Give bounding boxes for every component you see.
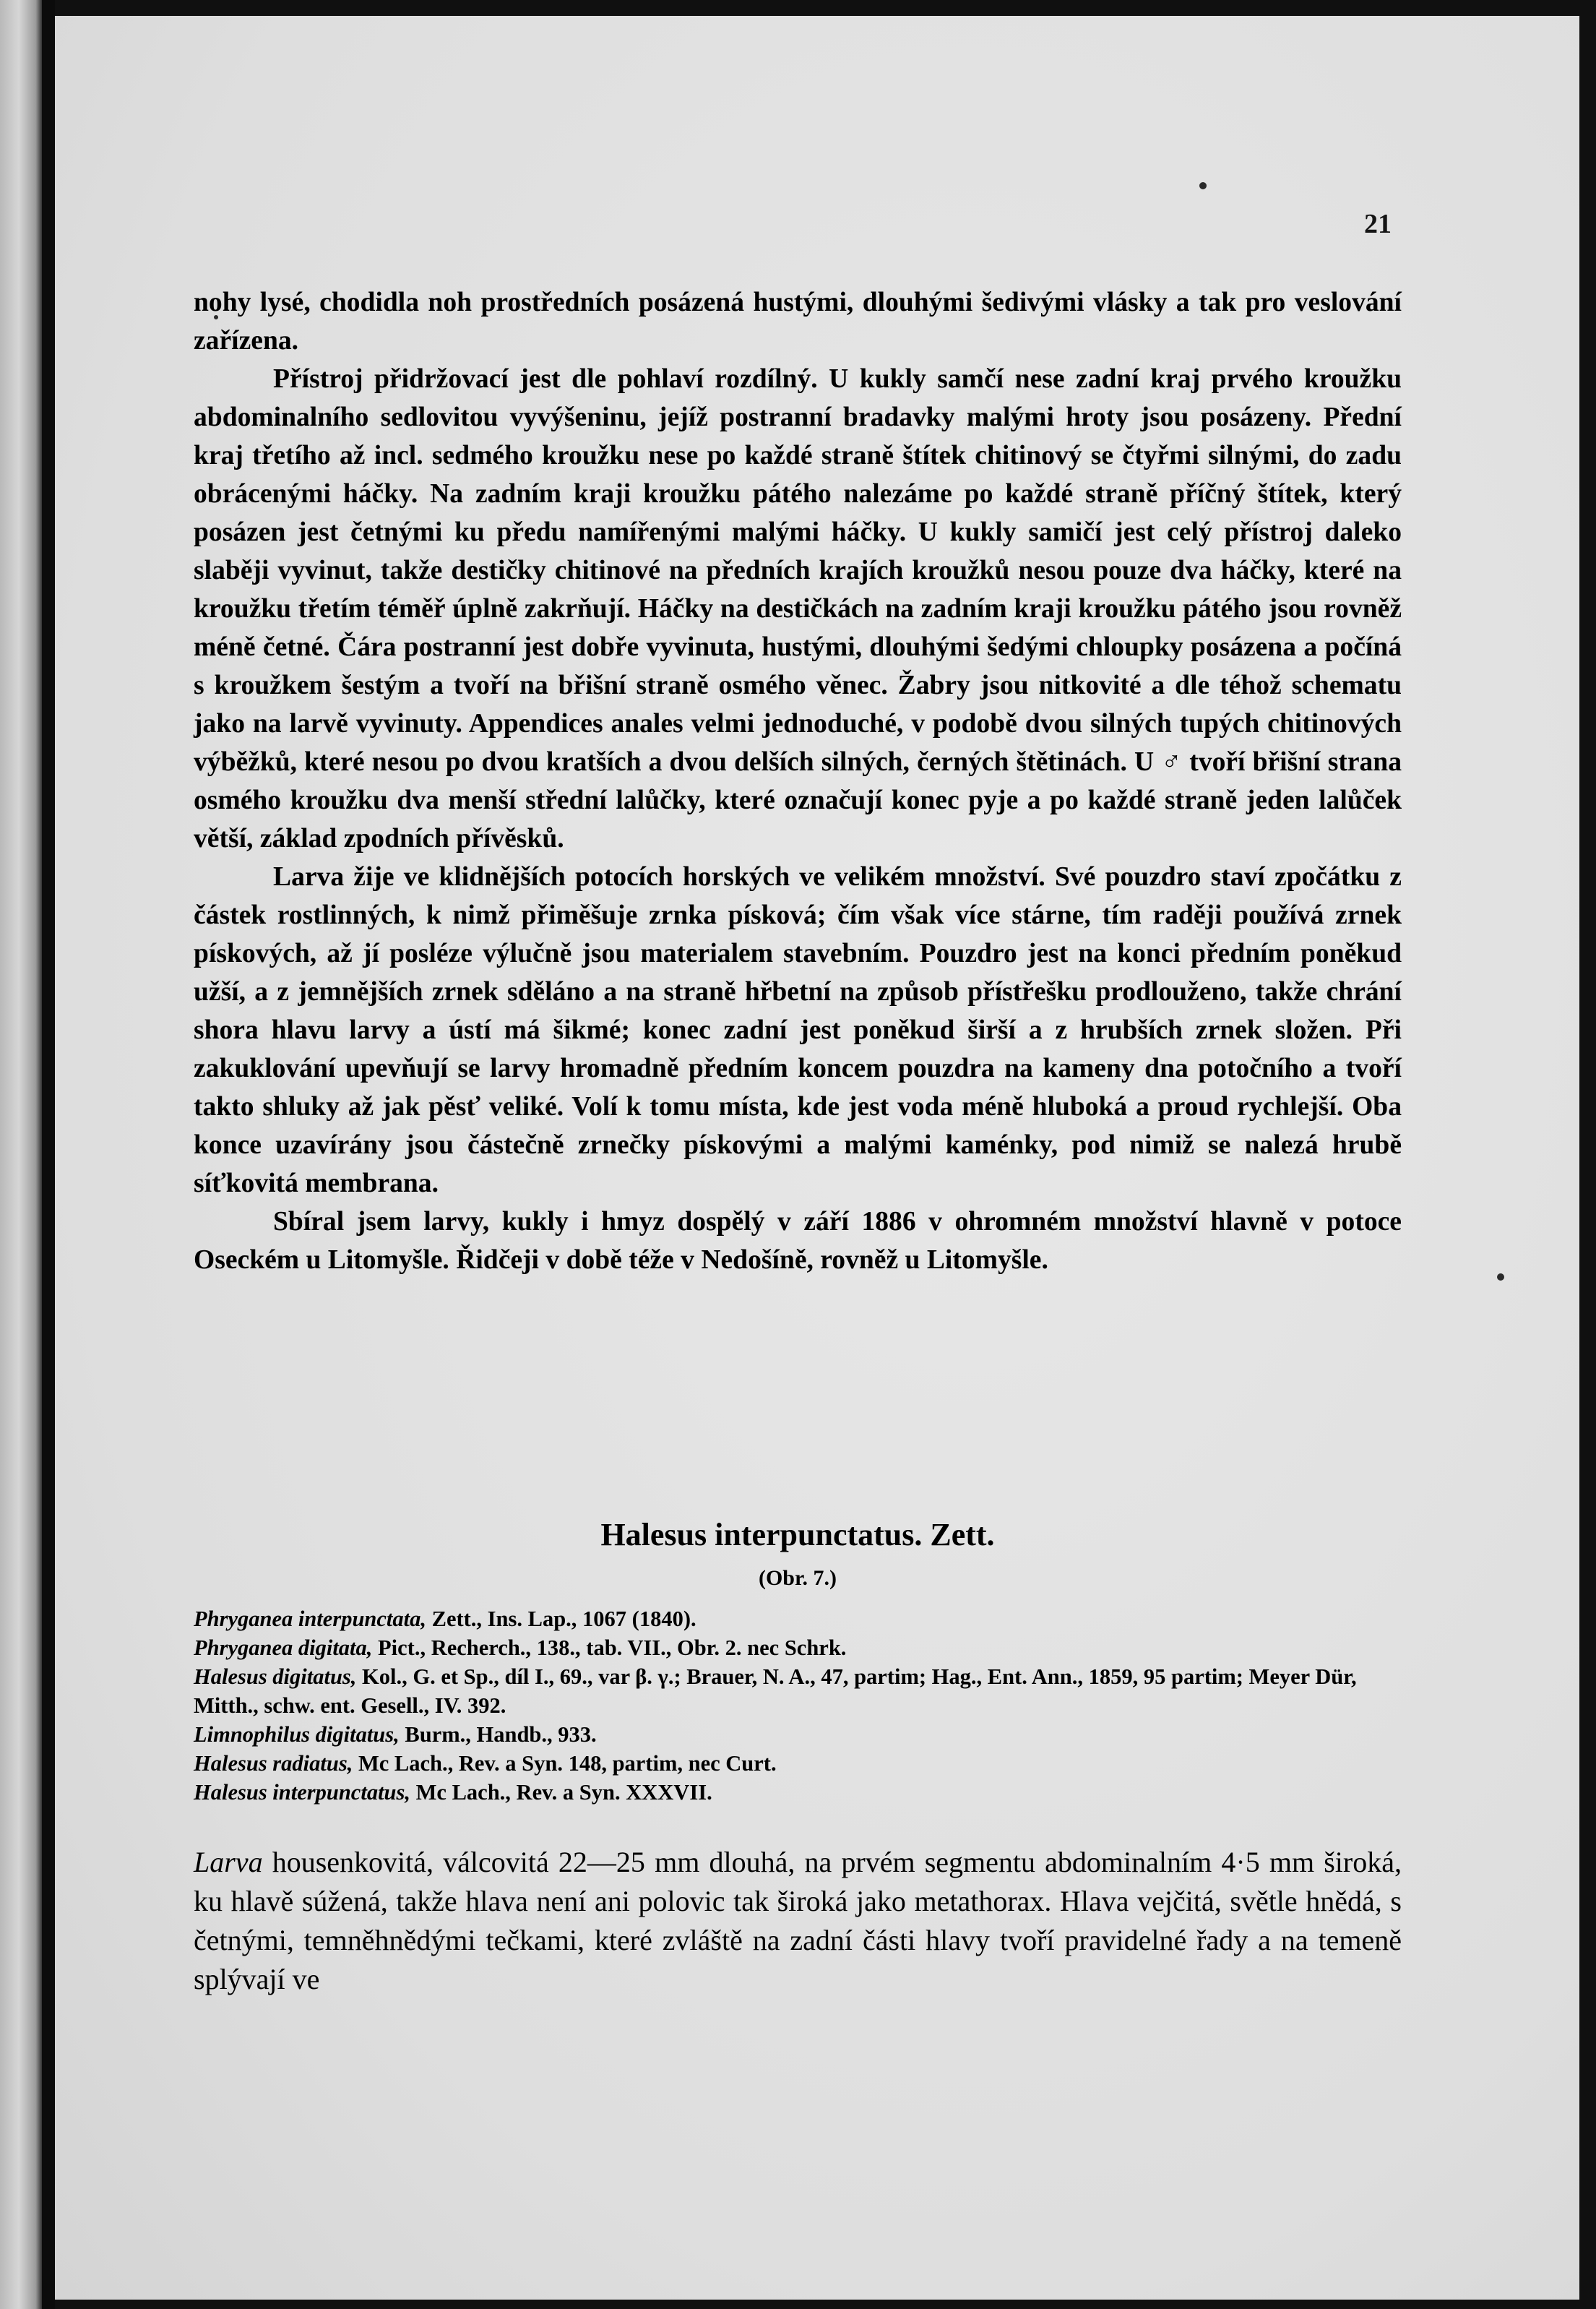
paragraph-text: housenkovitá, válcovitá 22—25 mm dlouhá, na prvém segmentu abdominalním 4·5 mm široká, ku hlavě súžená, takže hlava není ani polovic tak široká jako metathorax. Hlava vejčitá, světle hnědá, s četnými, temněhnědými tečkami, které zvláště na zadní části hlavy tvoří pravidelné řady a na temeně splývají ve [194,1846,1402,1995]
figure-reference: (Obr. 7.) [758,1566,837,1590]
synonym-name: Halesus radiatus, [194,1751,353,1776]
synonym-citation: Burm., Handb., 933. [399,1722,597,1747]
previous-page-edge [0,0,42,2309]
synonym-citation: Mc Lach., Rev. a Syn. 148, partim, nec Curt. [353,1751,777,1776]
paragraph: Larva žije ve klidnějších potocích horských ve velikém množství. Své pouzdro staví zpočátku z částek rostlinných, k nimž přiměšuje zrnka písková; čím však více stárne, tím raději používá zrnek pískových, až jí posléze výlučně jsou materialem stavebním. Pouzdro jest na konci předním poněkud užší, a z jemnějších zrnek sděláno a na straně hřbetní na způsob přístřešku prodlouženo, takže chrání shora hlavu larvy a ústí má šikmé; konec zadní jest poněkud širší a z hrubších zrnek složen. Při zakuklování upevňují se larvy hromadně předním koncem pouzdra na kameny dna potočního a tvoří takto shluky až jak pěsť veliké. Volí k tomu místa, kde jest voda méně hluboká a proud rychlejší. Oba konce uzavírány jsou částečně zrnečky pískovými a malými kaménky, pod nimiž se nalezá hrubě síťkovitá membrana. [194,862,1402,1198]
paragraph: Sbíral jsem larvy, kukly i hmyz dospělý v září 1886 v ohromném množství hlavně v potoce Oseckém u Litomyšle. Řidčeji v době téže v Nedošíně, rovněž u Litomyšle. [194,1207,1402,1275]
speck [1199,182,1207,189]
paragraph [194,1843,1402,1999]
paragraph-lead: Larva [194,1846,263,1878]
paragraph: nohy lysé, chodidla noh prostředních posázená hustými, dlouhými šedivými vlásky a tak pro veslování zařízena. [194,288,1402,356]
synonym-citation: Mc Lach., Rev. a Syn. XXXVII. [410,1780,712,1805]
synonym-entry [194,1604,1402,1633]
larva-description [194,1843,1402,1999]
synonym-name: Limnophilus digitatus, [194,1722,400,1747]
species-heading: Halesus interpunctatus. Zett. [600,1517,995,1552]
paragraph: Přístroj přidržovací jest dle pohlaví rozdílný. U kukly samčí nese zadní kraj prvého kroužku abdominalního sedlovitou vyvýšeninu, jejíž postranní bradavky malými hroty jsou posázeny. Přední kraj třetího až incl. sedmého kroužku nese po každé straně štítek chitinový se čtyřmi silnými, do zadu obrácenými háčky. Na zadním kraji kroužku pátého nalezáme po každé straně příčný štítek, který posázen jest četnými ku předu namířenými malými háčky. U kukly samičí jest celý přístroj daleko slaběji vyvinut, takže destičky chitinové na předních krajích kroužků nesou pouze dva háčky, které na kroužku třetím téměř úplně zakrňují. Háčky na destičkách na zadním kraji kroužku pátého jsou rovněž méně četné. Čára postranní jest dobře vyvinuta, hustými, dlouhými šedými chloupky posázena a počíná s kroužkem šestým a tvoří na břišní straně osmého věnec. Žabry jsou nitkovité a dle téhož schematu jako na larvě vyvinuty. Appendices anales velmi jednoduché, v podobě dvou silných tupých chitinových výběžků, které nesou po dvou kratších a dvou delších silných, černých štětinách. U ♂ tvoří břišní strana osmého kroužku dva menší střední lalůčky, které označují konec pyje a po každé straně jeden lalůček větší, základ zpodních přívěsků. [194,364,1402,853]
page-number: 21 [1364,209,1392,239]
synonym-entry [194,1633,1402,1662]
synonym-name: Halesus digitatus, [194,1664,357,1689]
synonymy-list [194,1604,1402,1807]
body-text [194,283,1402,1279]
synonym-citation: Kol., G. et Sp., díl I., 69., var β. γ.; Brauer, N. A., 47, partim; Hag., Ent. Ann., 1859, 95 partim; Meyer Dür, Mitth., schw. ent. Gesell., IV. 392. [194,1664,1357,1718]
synonym-entry [194,1778,1402,1807]
synonym-entry [194,1662,1402,1720]
synonym-name: Halesus interpunctatus, [194,1780,410,1805]
synonym-entry [194,1749,1402,1778]
synonym-name: Phryganea interpunctata, [194,1607,426,1631]
binding-gutter [42,0,55,2309]
speck [1497,1273,1504,1281]
synonym-name: Phryganea digitata, [194,1635,373,1660]
synonym-entry [194,1720,1402,1749]
synonym-citation: Pict., Recherch., 138., tab. VII., Obr. 2. nec Schrk. [372,1635,847,1660]
synonym-citation: Zett., Ins. Lap., 1067 (1840). [426,1607,696,1631]
